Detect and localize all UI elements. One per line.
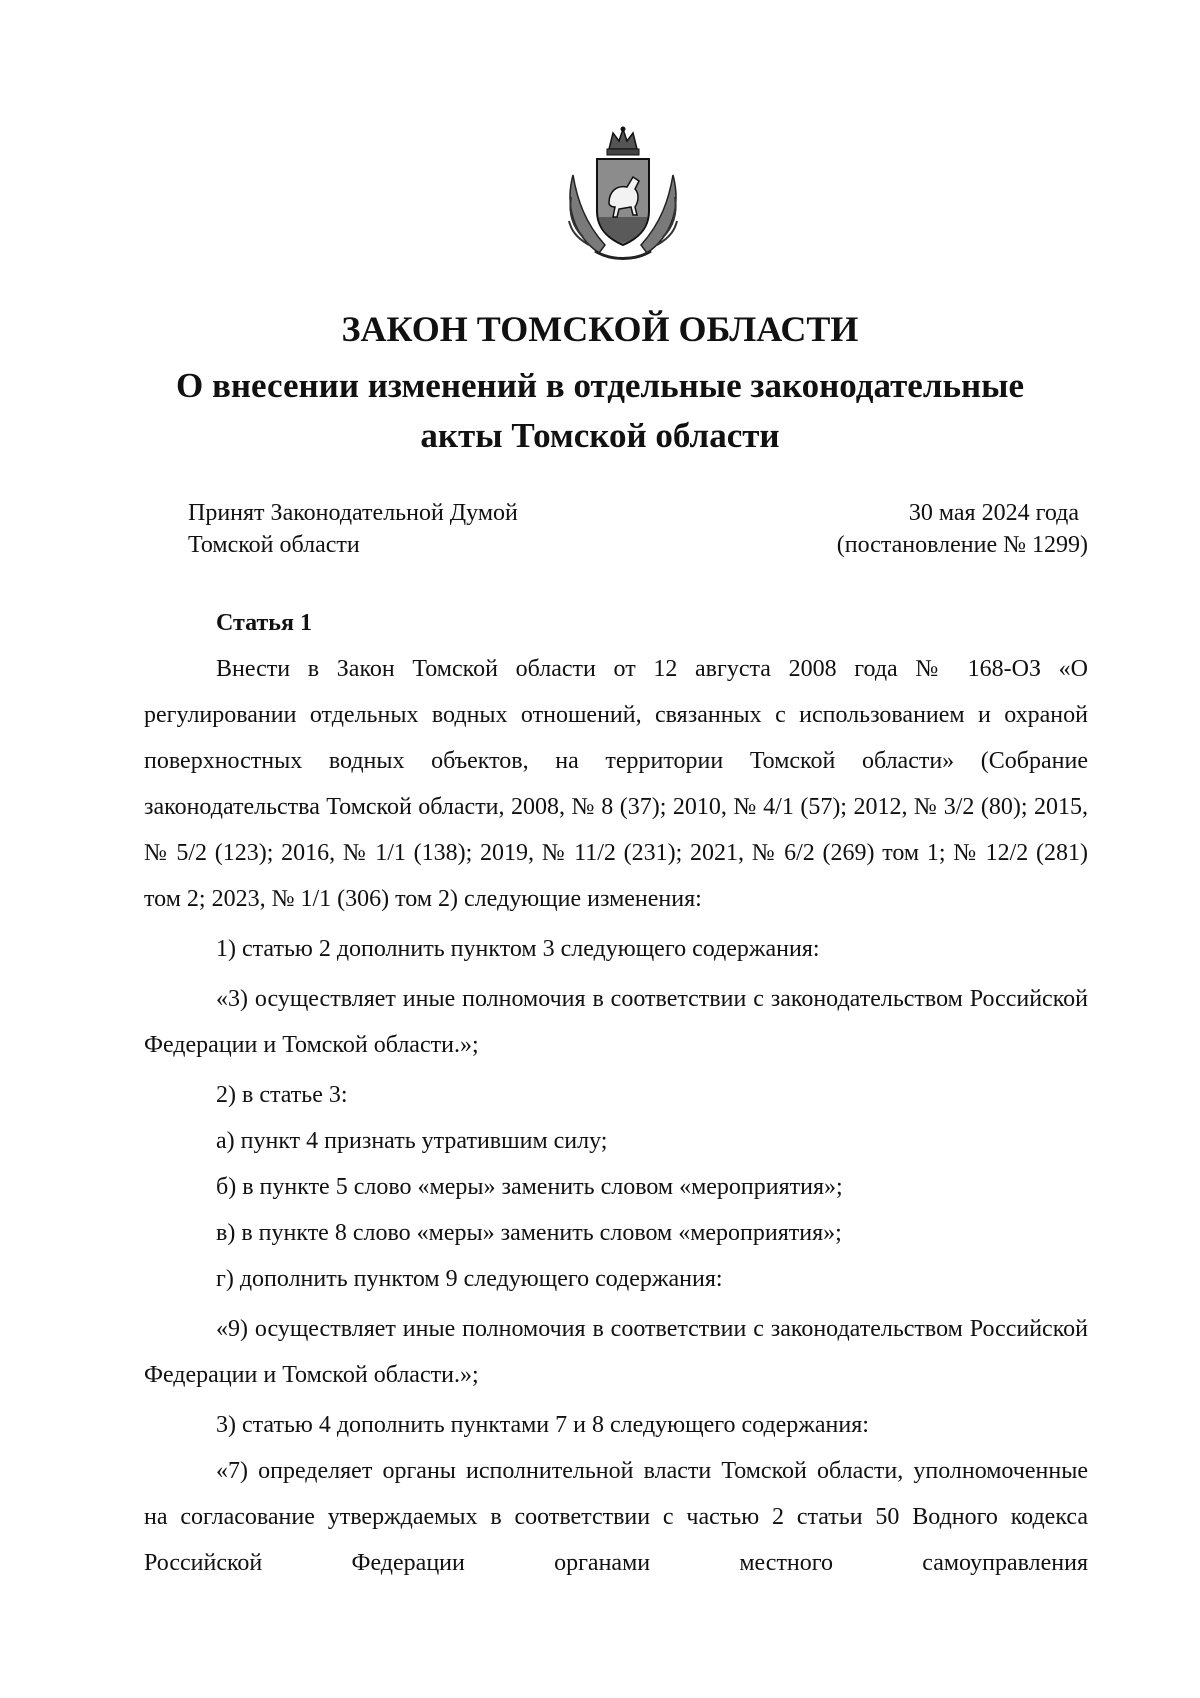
list-item-3: 3) статью 4 дополнить пунктами 7 и 8 следующего содержания: (216, 1412, 869, 1438)
document-title: ЗАКОН ТОМСКОЙ ОБЛАСТИ (341, 309, 859, 349)
article-title: Статья 1 (216, 610, 312, 636)
list-item-1-quote: «3) осуществляет иные полномочия в соответствии с законодательством Российской Федерации и Томской области.»; (144, 986, 1088, 1058)
list-item-2: 2) в статье 3: (216, 1082, 348, 1108)
subtitle-line-1: О внесении изменений в отдельные законодательные (175, 366, 1024, 405)
adopted-by-line-2: Томской области (188, 532, 360, 558)
adoption-info (188, 497, 688, 561)
list-item-3-quote: «7) определяет органы исполнительной власти Томской области, уполномоченные на согласование утверждаемых в соответствии с частью 2 статьи 50 Водного кодекса Российской Федерации органами местного самоуправления (144, 1458, 1088, 1576)
coat-of-arms-icon (559, 125, 687, 265)
subtitle-line-2: акты Томской области (420, 416, 780, 455)
document-body (144, 600, 1088, 1586)
list-item-1: 1) статью 2 дополнить пунктом 3 следующего содержания: (216, 936, 820, 962)
list-item-2d: г) дополнить пунктом 9 следующего содержания: (216, 1266, 723, 1292)
list-item-2c: в) в пункте 8 слово «меры» заменить словом «мероприятия»; (216, 1220, 842, 1246)
document-subtitle (160, 361, 1040, 461)
article-intro-paragraph: Внести в Закон Томской области от 12 августа 2008 года № 168-ОЗ «О регулировании отдельных водных отношений, связанных с использованием и охраной поверхностных водных объектов, на территории Томской области» (Собрание законодательства Томской области, 2008, № 8 (37); 2010, № 4/1 (57); 2012, № 3/2 (80); 2015, № 5/2 (123); 2016, № 1/1 (138); 2019, № 11/2 (231); 2021, № 6/2 (269) том 1; № 12/2 (281) том 2; 2023, № 1/1 (306) том 2) следующие изменения: (144, 656, 1088, 912)
list-item-2b: б) в пункте 5 слово «меры» заменить словом «мероприятия»; (216, 1174, 843, 1200)
adoption-date-info (668, 497, 1088, 561)
resolution-number: (постановление № 1299) (836, 532, 1088, 558)
adopted-by-line-1: Принят Законодательной Думой (188, 500, 518, 526)
adoption-date: 30 мая 2024 года (908, 500, 1079, 526)
list-item-2a: а) пункт 4 признать утратившим силу; (216, 1128, 608, 1154)
list-item-2d-quote: «9) осуществляет иные полномочия в соответствии с законодательством Российской Федерации и Томской области.»; (144, 1316, 1088, 1388)
